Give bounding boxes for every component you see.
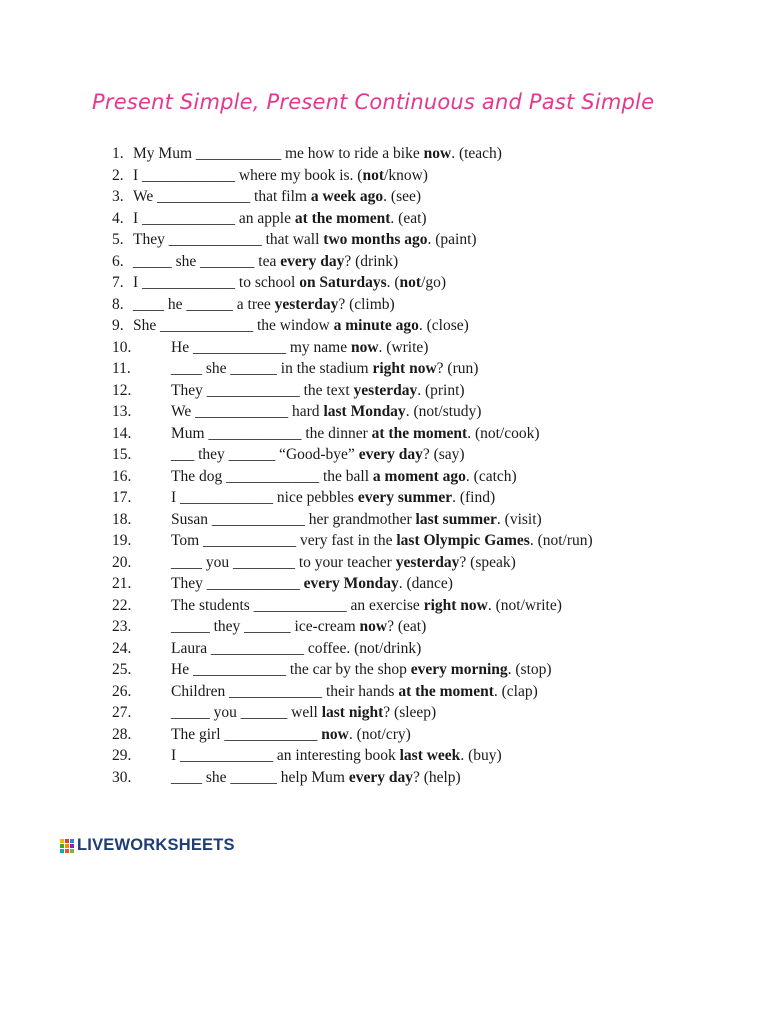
exercise-sentence: ___ they ______ “Good-bye” every day? (say)	[171, 446, 465, 463]
exercise-item	[100, 573, 660, 595]
exercise-number: 3.	[112, 188, 124, 205]
exercise-item	[100, 466, 660, 488]
exercise-sentence: I ____________ an apple at the moment. (eat)	[133, 209, 427, 227]
exercise-number: 16.	[112, 467, 132, 485]
exercise-number: 2.	[112, 166, 124, 184]
exercise-number: 24.	[112, 639, 132, 657]
exercise-number: 9.	[112, 317, 124, 334]
exercise-sentence: _____ she _______ tea every day? (drink)	[133, 252, 399, 270]
exercise-number: 11.	[112, 360, 131, 377]
exercise-sentence: Mum ____________ the dinner at the moment. (not/cook)	[171, 424, 540, 442]
exercise-number: 30.	[112, 768, 132, 786]
exercise-item	[100, 337, 660, 359]
exercise-sentence: _____ you ______ well last night? (sleep)	[171, 704, 437, 721]
exercise-sentence: ____ she ______ help Mum every day? (help)	[171, 768, 461, 786]
exercise-number: 1.	[112, 145, 124, 162]
exercise-number: 17.	[112, 489, 132, 506]
exercise-sentence: I ____________ to school on Saturdays. (not/go)	[133, 274, 447, 291]
exercise-item	[100, 358, 660, 380]
exercise-item	[100, 616, 660, 638]
exercise-number: 23.	[112, 618, 132, 635]
exercise-sentence: _____ they ______ ice-cream now? (eat)	[171, 618, 427, 635]
exercise-item	[100, 702, 660, 724]
exercise-sentence: The students ____________ an exercise right now. (not/write)	[171, 596, 562, 614]
exercise-item	[100, 767, 660, 789]
liveworksheets-logo	[60, 836, 235, 855]
exercise-item	[100, 401, 660, 423]
exercise-sentence: He ____________ the car by the shop every morning. (stop)	[171, 661, 552, 678]
exercise-item	[100, 681, 660, 703]
exercise-item	[100, 487, 660, 509]
exercise-number: 13.	[112, 403, 132, 420]
exercise-sentence: Children ____________ their hands at the moment. (clap)	[171, 682, 538, 700]
exercise-number: 29.	[112, 747, 132, 764]
logo-grid-icon	[60, 839, 74, 853]
exercise-number: 20.	[112, 553, 132, 571]
exercise-item	[100, 724, 660, 746]
exercise-item	[100, 251, 660, 273]
exercise-number: 25.	[112, 661, 132, 678]
exercise-sentence: We ____________ hard last Monday. (not/study)	[171, 403, 482, 420]
exercise-number: 4.	[112, 209, 124, 227]
exercise-sentence: They ____________ the text yesterday. (print)	[171, 381, 465, 399]
page-title: Present Simple, Present Continuous and Past Simple	[92, 90, 655, 114]
exercise-item	[100, 380, 660, 402]
exercise-sentence: ____ she ______ in the stadium right now? (run)	[171, 360, 479, 377]
exercise-sentence: Susan ____________ her grandmother last summer. (visit)	[171, 510, 542, 528]
exercise-sentence: ____ you ________ to your teacher yesterday? (speak)	[171, 553, 516, 571]
exercise-number: 21.	[112, 575, 132, 592]
exercise-sentence: I ____________ an interesting book last week. (buy)	[171, 747, 502, 764]
exercise-number: 18.	[112, 510, 132, 528]
exercise-sentence: The dog ____________ the ball a moment ago. (catch)	[171, 467, 517, 485]
exercise-item	[100, 143, 660, 165]
exercise-sentence: I ____________ nice pebbles every summer. (find)	[171, 489, 496, 506]
logo-text: LIVEWORKSHEETS	[77, 836, 235, 854]
exercise-sentence: Laura ____________ coffee. (not/drink)	[171, 639, 422, 657]
exercise-sentence: The girl ____________ now. (not/cry)	[171, 725, 411, 743]
exercise-item	[100, 745, 660, 767]
exercise-number: 15.	[112, 446, 132, 463]
exercise-sentence: She ____________ the window a minute ago. (close)	[133, 317, 469, 334]
exercise-number: 26.	[112, 682, 132, 700]
exercise-item	[100, 530, 660, 552]
exercise-sentence: We ____________ that film a week ago. (see)	[133, 188, 422, 205]
exercise-number: 6.	[112, 252, 124, 270]
exercise-sentence: They ____________ every Monday. (dance)	[171, 575, 453, 592]
exercise-item	[100, 208, 660, 230]
exercise-number: 10.	[112, 338, 132, 356]
exercise-item	[100, 659, 660, 681]
exercise-number: 28.	[112, 725, 132, 743]
exercise-item	[100, 423, 660, 445]
exercise-number: 14.	[112, 424, 132, 442]
exercise-number: 5.	[112, 231, 124, 248]
exercise-sentence: They ____________ that wall two months ago. (paint)	[133, 231, 477, 248]
exercise-list	[100, 143, 660, 788]
exercise-item	[100, 186, 660, 208]
exercise-number: 27.	[112, 704, 132, 721]
exercise-item	[100, 272, 660, 294]
exercise-sentence: Tom ____________ very fast in the last Olympic Games. (not/run)	[171, 532, 593, 549]
exercise-item	[100, 315, 660, 337]
exercise-item	[100, 638, 660, 660]
exercise-sentence: He ____________ my name now. (write)	[171, 338, 429, 356]
exercise-sentence: ____ he ______ a tree yesterday? (climb)	[133, 295, 395, 313]
exercise-number: 12.	[112, 381, 132, 399]
exercise-number: 19.	[112, 532, 132, 549]
exercise-item	[100, 294, 660, 316]
exercise-sentence: I ____________ where my book is. (not/know)	[133, 166, 428, 184]
exercise-item	[100, 509, 660, 531]
exercise-number: 7.	[112, 274, 124, 291]
exercise-item	[100, 444, 660, 466]
exercise-item	[100, 165, 660, 187]
exercise-item	[100, 595, 660, 617]
exercise-sentence: My Mum ___________ me how to ride a bike now. (teach)	[133, 145, 502, 162]
exercise-number: 22.	[112, 596, 132, 614]
exercise-item	[100, 552, 660, 574]
exercise-item	[100, 229, 660, 251]
exercise-number: 8.	[112, 295, 124, 313]
